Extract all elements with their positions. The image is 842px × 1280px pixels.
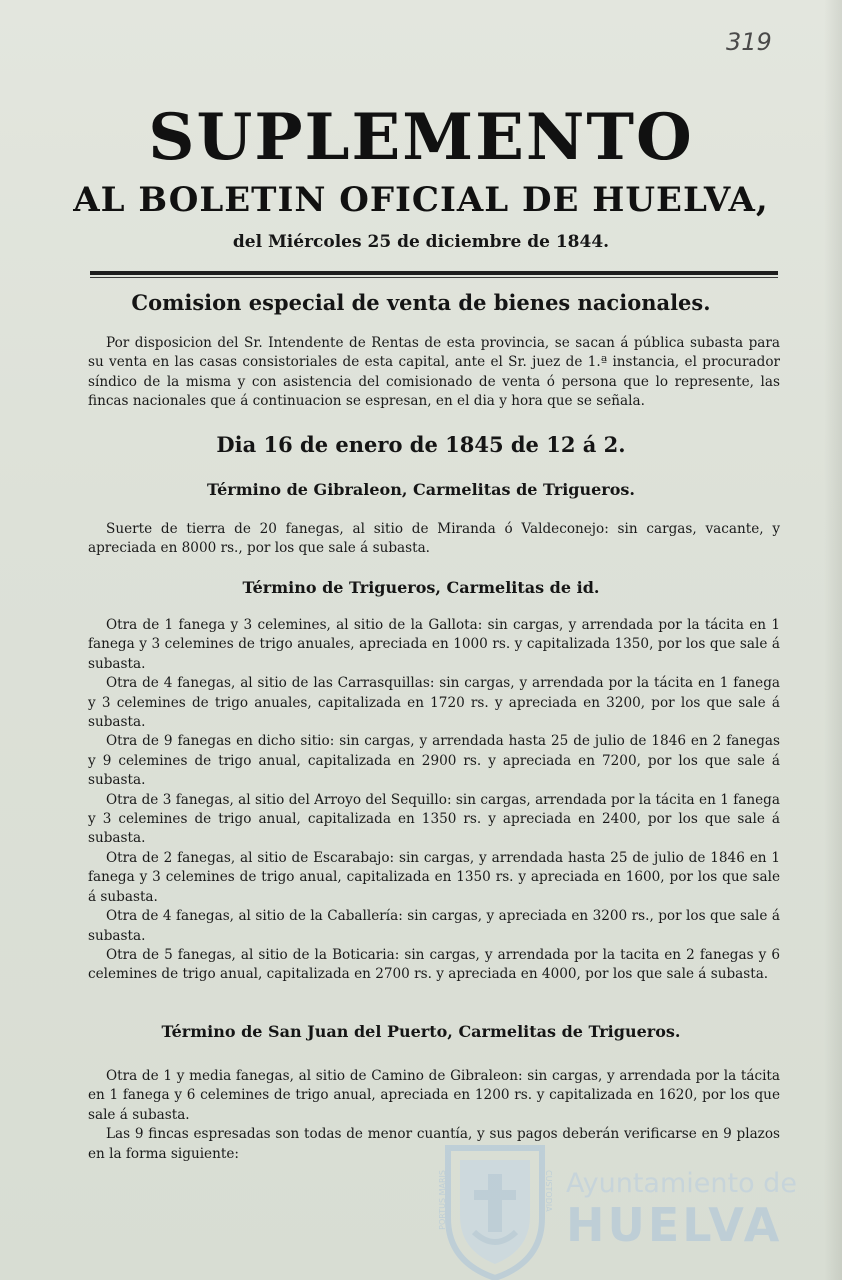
section-trigueros-items bbox=[88, 616, 780, 985]
thick-rule bbox=[90, 271, 778, 275]
document-subtitle: AL BOLETIN OFICIAL DE HUELVA, bbox=[73, 180, 769, 220]
seal-text-left: PORTUS MARIS bbox=[438, 1170, 447, 1230]
thin-rule bbox=[90, 277, 778, 278]
seal-text-right: CUSTODIA bbox=[544, 1170, 553, 1212]
property-item: Otra de 5 fanegas, al sitio de la Boticaria: sin cargas, y arrendada por la tacita en 2 fanegas y 6 celemines de trigo anual, capitalizada en 2700 rs. y apreciada en 4000, por los que sale á subasta. bbox=[88, 946, 780, 983]
page-number: 319 bbox=[726, 28, 772, 56]
commission-intro bbox=[88, 334, 780, 412]
document-title: SUPLEMENTO bbox=[148, 100, 694, 175]
property-item: Otra de 1 y media fanegas, al sitio de Camino de Gibraleon: sin cargas, y arrendada por la tácita en 1 fanega y 6 celemines de trigo anual, apreciada en 1200 rs. y capitalizada en 1620, por los que sale á subasta. bbox=[88, 1068, 780, 1123]
property-item: Otra de 3 fanegas, al sitio del Arroyo del Sequillo: sin cargas, arrendada por la tácita en 1 fanega y 3 celemines de trigo anual, capitalizada en 1350 rs. y apreciada en 2400, por los que sale á subasta. bbox=[88, 791, 780, 847]
intro-paragraph: Por disposicion del Sr. Intendente de Rentas de esta provincia, se sacan á pública subasta para su venta en las casas consistoriales de esta capital, ante el Sr. juez de 1.ª instancia, el procurador síndico de la misma y con asistencia del comisionado de venta ó persona que lo represente, las fincas nacionales que á continuacion se espresan, en el dia y hora que se señala. bbox=[88, 335, 780, 410]
property-item: Otra de 2 fanegas, al sitio de Escarabajo: sin cargas, y arrendada hasta 25 de julio de 1846 en 1 fanega y 3 celemines de trigo anual, capitalizada en 1350 rs. y apreciada en 1600, por los que sale á subasta. bbox=[88, 849, 780, 905]
auction-day-heading: Dia 16 de enero de 1845 de 12 á 2. bbox=[216, 432, 626, 457]
archive-watermark bbox=[440, 1140, 830, 1280]
watermark-line-2: HUELVA bbox=[566, 1198, 783, 1252]
property-item: Suerte de tierra de 20 fanegas, al sitio de Miranda ó Valdeconejo: sin cargas, vacante, y apreciada en 8000 rs., por los que sale á subasta. bbox=[88, 521, 780, 557]
watermark-line-1: Ayuntamiento de bbox=[566, 1168, 797, 1199]
city-seal-icon bbox=[440, 1140, 550, 1280]
property-item: Otra de 4 fanegas, al sitio de las Carrasquillas: sin cargas, y arrendada por la tácita en 1 fanega y 3 celemines de trigo anuales, capitalizada en 1720 rs. y apreciada en 3200, por los que sale á subasta. bbox=[88, 675, 780, 731]
property-item: Otra de 9 fanegas en dicho sitio: sin cargas, y arrendada hasta 25 de julio de 1846 en 2 fanegas y 9 celemines de trigo anual, capitalizada en 2900 rs. y apreciada en 7200, por los que sale á subasta. bbox=[88, 733, 780, 789]
document-date: del Miércoles 25 de diciembre de 1844. bbox=[232, 232, 610, 252]
section-gibraleon-items bbox=[88, 520, 780, 559]
property-item: Otra de 4 fanegas, al sitio de la Caballería: sin cargas, y apreciada en 3200 rs., por los que sale á subasta. bbox=[88, 908, 780, 944]
section-title-gibraleon: Término de Gibraleon, Carmelitas de Trigueros. bbox=[207, 480, 635, 499]
section-title-trigueros: Término de Trigueros, Carmelitas de id. bbox=[242, 578, 600, 597]
closing-paragraph: Las 9 fincas espresadas son todas de menor cuantía, y sus pagos deberán verificarse en 9 plazos en la forma siguiente: bbox=[88, 1126, 780, 1162]
property-item: Otra de 1 fanega y 3 celemines, al sitio de la Gallota: sin cargas, y arrendada por la tácita en 1 fanega y 3 celemines de trigo anuales, apreciada en 1000 rs. y capitalizada 1350, por los que sale á subasta. bbox=[88, 617, 780, 672]
commission-heading: Comision especial de venta de bienes nacionales. bbox=[131, 290, 711, 315]
section-title-san-juan: Término de San Juan del Puerto, Carmelitas de Trigueros. bbox=[161, 1022, 681, 1041]
